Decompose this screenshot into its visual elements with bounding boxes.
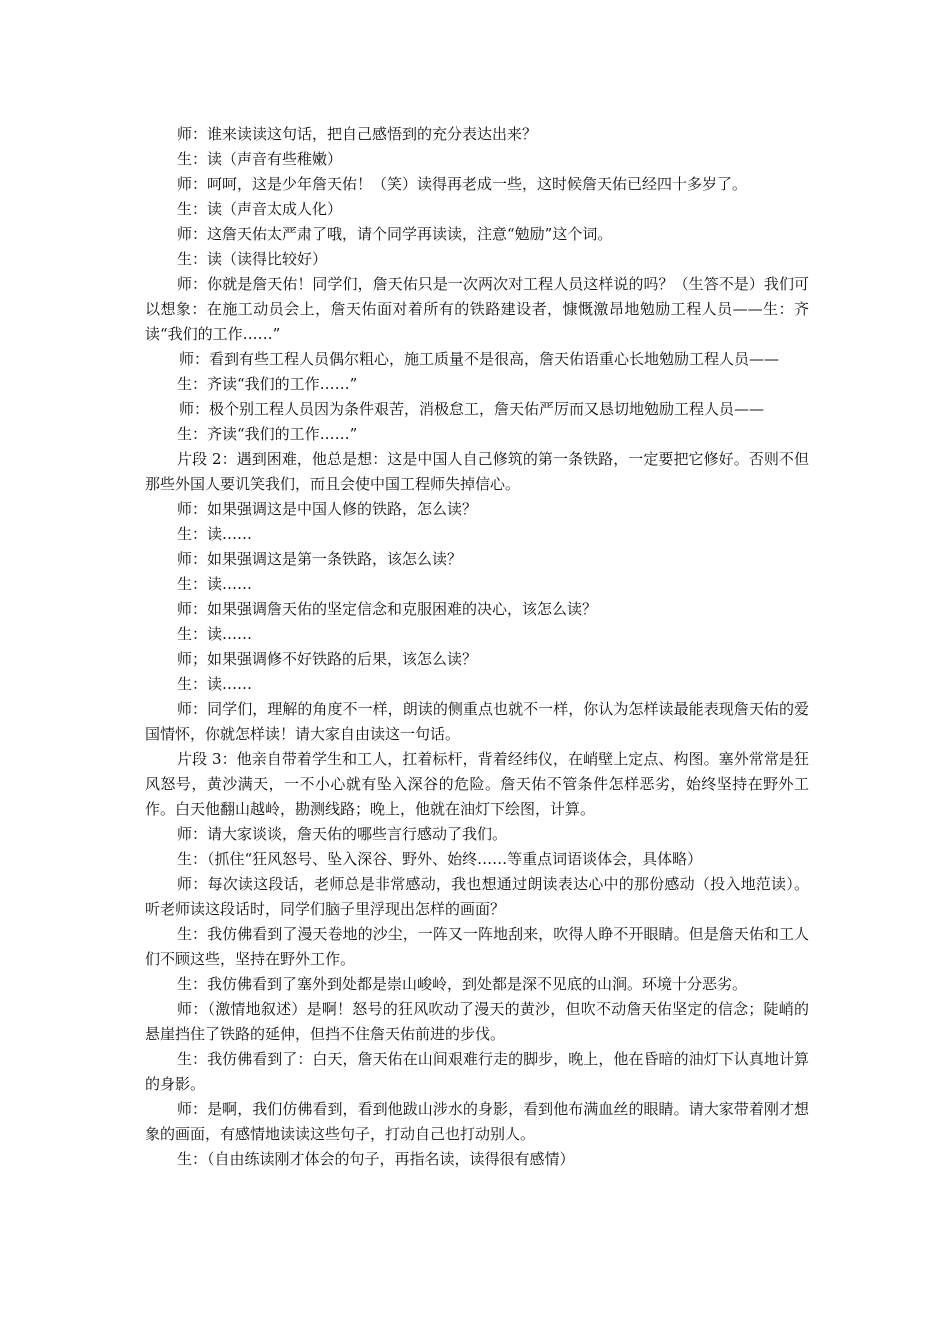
paragraph: 师：谁来读读这句话，把自己感悟到的充分表达出来？ — [177, 125, 538, 143]
paragraph: 师：如果强调这是第一条铁路，该怎么读？ — [177, 550, 463, 568]
paragraph-hanging: 师：看到有些工程人员偶尔粗心，施工质量不是很高，詹天佑语重心长地勉励工程人员—— — [179, 350, 780, 368]
paragraph: 生：读（声音有些稚嫩） — [177, 150, 343, 168]
paragraph: 师：你就是詹天佑！同学们，詹天佑只是一次两次对工程人员这样说的吗？（生答不是）我们可以想象：在施工动员会上，詹天佑面对着所有的铁路建设者，慷慨激昂地勉励工程人员——生：齐读“我们的工作……” — [145, 275, 809, 343]
paragraph: 师：请大家谈谈，詹天佑的哪些言行感动了我们。 — [177, 825, 508, 843]
paragraph: 生：齐读“我们的工作……” — [177, 425, 358, 443]
excerpt-2-paragraph: 片段 2：遇到困难，他总是想：这是中国人自己修筑的第一条铁路，一定要把它修好。否则不但那些外国人要讥笑我们，而且会使中国工程师失掉信心。 — [145, 450, 809, 493]
paragraph-hanging: 师：极个别工程人员因为条件艰苦，消极怠工，詹天佑严厉而又恳切地勉励工程人员—— — [179, 400, 765, 418]
paragraph: 生：读（声音太成人化） — [177, 200, 343, 218]
paragraph: 生：读…… — [177, 525, 253, 543]
paragraph: 师：如果强调这是中国人修的铁路，怎么读？ — [177, 500, 478, 518]
paragraph: 生：我仿佛看到了漫天卷地的沙尘，一阵又一阵地刮来，吹得人睁不开眼睛。但是詹天佑和工人们不顾这些，坚持在野外工作。 — [145, 925, 809, 968]
paragraph: 师：这詹天佑太严肃了哦，请个同学再读读，注意“勉励”这个词。 — [177, 225, 613, 243]
paragraph: 师：如果强调詹天佑的坚定信念和克服困难的决心，该怎么读？ — [177, 600, 598, 618]
excerpt-3-paragraph: 片段 3：他亲自带着学生和工人，扛着标杆，背着经纬仪，在峭壁上定点、构图。塞外常常是狂风怒号，黄沙满天，一不小心就有坠入深谷的危险。詹天佑不管条件怎样恶劣，始终坚持在野外工作。白天他翻山越岭，勘测线路；晚上，他就在油灯下绘图，计算。 — [145, 750, 809, 818]
paragraph: 师；如果强调修不好铁路的后果，该怎么读？ — [177, 650, 478, 668]
paragraph: 生：读（读得比较好） — [177, 250, 328, 268]
paragraph: 师：是啊，我们仿佛看到，看到他跋山涉水的身影，看到他布满血丝的眼睛。请大家带着刚才想象的画面，有感情地读读这些句子，打动自己也打动别人。 — [145, 1100, 809, 1143]
paragraph: 生：（自由练读刚才体会的句子，再指名读，读得很有感情） — [177, 1150, 575, 1168]
paragraph: 师：每次读这段话，老师总是非常感动，我也想通过朗读表达心中的那份感动（投入地范读）。听老师读这段话时，同学们脑子里浮现出怎样的画面？ — [145, 875, 809, 918]
document-body — [145, 122, 809, 1172]
paragraph: 生：齐读“我们的工作……” — [177, 375, 358, 393]
paragraph: 师：呵呵，这是少年詹天佑！（笑）读得再老成一些，这时候詹天佑已经四十多岁了。 — [177, 175, 748, 193]
paragraph: 生：读…… — [177, 625, 253, 643]
paragraph: 生：我仿佛看到了：白天，詹天佑在山间艰难行走的脚步，晚上，他在昏暗的油灯下认真地计算的身影。 — [145, 1050, 809, 1093]
paragraph: 生：读…… — [177, 575, 253, 593]
paragraph: 师：（激情地叙述）是啊！怒号的狂风吹动了漫天的黄沙，但吹不动詹天佑坚定的信念；陡峭的悬崖挡住了铁路的延伸，但挡不住詹天佑前进的步伐。 — [145, 1000, 809, 1043]
paragraph: 生：（抓住“狂风怒号、坠入深谷、野外、始终……等重点词语谈体会，具体略） — [177, 850, 703, 868]
paragraph: 生：我仿佛看到了塞外到处都是崇山峻岭，到处都是深不见底的山涧。环境十分恶劣。 — [177, 975, 748, 993]
paragraph: 师：同学们，理解的角度不一样，朗读的侧重点也就不一样，你认为怎样读最能表现詹天佑的爱国情怀，你就怎样读！请大家自由读这一句话。 — [145, 700, 809, 743]
paragraph: 生：读…… — [177, 675, 253, 693]
